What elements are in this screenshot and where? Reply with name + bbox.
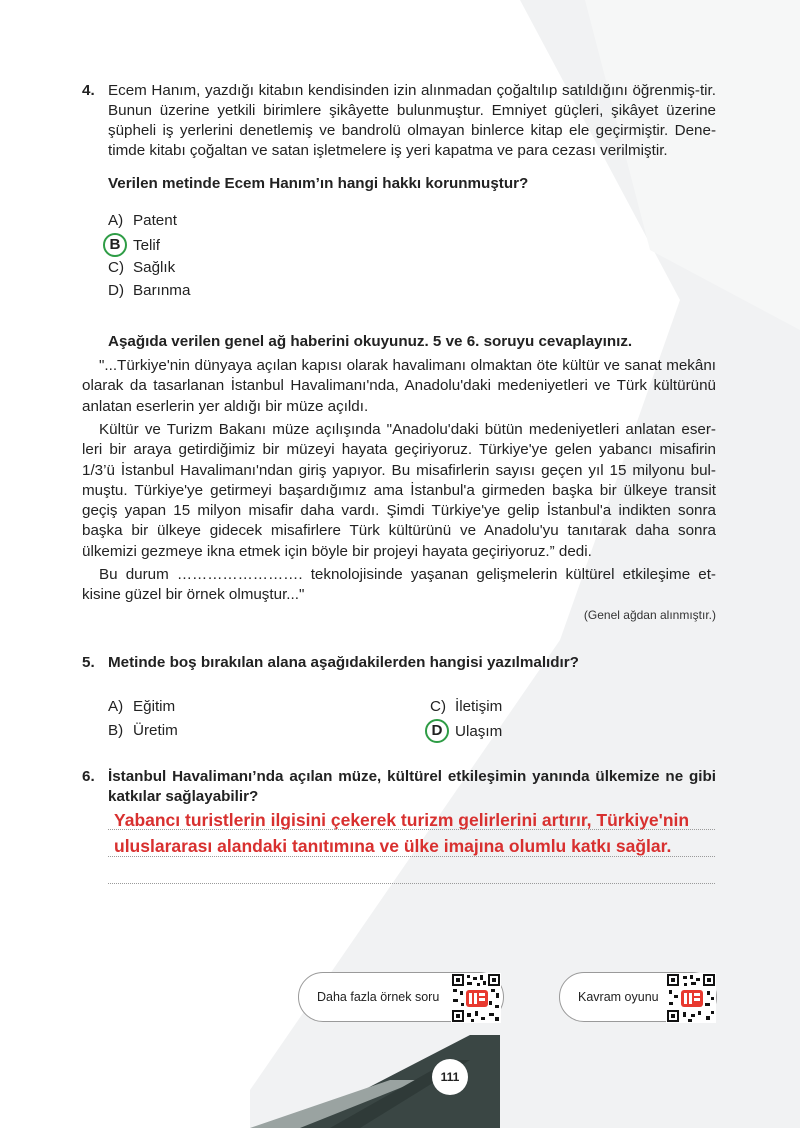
option-letter: B): [108, 722, 124, 739]
option-text: Patent: [133, 212, 177, 229]
passage-paragraph-2: Kültür ve Turizm Bakanı müze açılışında "Anadolu'daki bütün medeniyetleri anlatan eser-leri bir araya getirdiğimiz bir müzeyi hayata geçiriyoruz. Türkiye'ye gelen yabancı misafirin 1/3’ü İstanbul Havalimanı'ndan giriş yapıyor. Bu misafirlerin sayısı geçen yıl 15 milyonu bul-muştu. Türkiye'ye getirmeyi başardığımız ama İstanbul'a girmeden başka bir ülkeye transit geçiş yapan 15 milyon misafir daha vardı. Şimdi Türkiye'ye gelip İstanbul'a indikten sonra başka bir ülkeye gidecek misafirlere Türk kültürünü ve Anadolu'yu tanıtarak daha sonra ülkemizi gezmeye ikna etmek için böyle bir projeyi hayata geçiriyoruz.” dedi.: [82, 421, 716, 560]
question-5-number: 5.: [82, 654, 95, 671]
option-letter: A): [108, 698, 124, 715]
question-6-prompt: İstanbul Havalimanı’nda açılan müze, kültürel etkileşimin yanında ülkemize ne gibi katkılar sağlayabilir?: [108, 768, 716, 805]
more-examples-label: Daha fazla örnek soru: [317, 990, 440, 1004]
qr-code-icon: [451, 973, 501, 1023]
option-letter: A): [108, 212, 124, 229]
passage-instruction: Aşağıda verilen genel ağ haberini okuyunuz. 5 ve 6. soruyu cevaplayınız.: [108, 333, 633, 350]
option-text: Eğitim: [133, 698, 176, 715]
option-letter: D): [108, 282, 125, 299]
qr-code-icon: [666, 973, 716, 1023]
answer-mark-circle: D: [425, 719, 449, 743]
question-5-option-b[interactable]: [108, 721, 178, 741]
question-4-number: 4.: [82, 82, 95, 99]
passage-paragraph-3: Bu durum ……………………. teknolojisinde yaşanan gelişmelerin kültürel etkileşime et-kisine güzel bir örnek olmuştur...": [82, 566, 716, 604]
question-5-prompt: Metinde boş bırakılan alana aşağıdakilerden hangisi yazılmalıdır?: [108, 654, 579, 671]
passage-paragraph-1: "...Türkiye'nin dünyaya açılan kapısı olarak havalimanı olmaktan öte kültür ve sanat mekânı olarak da tasarlanan İstanbul Havalimanı'nda, Anadolu'daki medeniyetleri ve Türk kültürünü anlatan eserlerin yer aldığı bir müze açıldı.: [82, 357, 716, 415]
question-4-option-a[interactable]: [108, 211, 177, 231]
concept-game-label: Kavram oyunu: [578, 990, 659, 1004]
question-6-answer-line-2: uluslararası alandaki tanıtımına ve ülke imajına olumlu katkı sağlar.: [114, 836, 672, 856]
option-text: Telif: [133, 237, 161, 254]
passage-source: (Genel ağdan alınmıştır.): [583, 608, 716, 622]
answer-dotted-line-2: [108, 856, 715, 857]
page-number: 111: [432, 1059, 468, 1095]
option-text: İletişim: [455, 698, 503, 715]
answer-dotted-line-1: [108, 829, 715, 830]
question-4-prompt: Verilen metinde Ecem Hanım’ın hangi hakkı korunmuştur?: [108, 175, 529, 192]
question-5-option-a[interactable]: [108, 697, 175, 717]
question-4-option-b[interactable]: [108, 234, 160, 258]
question-5-option-d[interactable]: [430, 720, 502, 744]
option-text: Üretim: [133, 722, 178, 739]
answer-mark-circle: B: [103, 233, 127, 257]
question-4-option-d[interactable]: [108, 281, 190, 301]
option-letter: C): [430, 698, 447, 715]
option-text: Ulaşım: [455, 723, 503, 740]
concept-game-link[interactable]: [559, 972, 717, 1022]
option-text: Sağlık: [133, 259, 176, 276]
option-text: Barınma: [133, 282, 191, 299]
question-6-answer-line-1: Yabancı turistlerin ilgisini çekerek turizm gelirlerini artırır, Türkiye'nin: [114, 810, 690, 830]
question-5-option-c[interactable]: [430, 697, 502, 717]
question-4-text: Ecem Hanım, yazdığı kitabın kendisinden izin alınmadan çoğaltılıp satıldığını öğrenmiş-tir. Bunun üzerine yetkili birimlere şikâyette bulunmuştur. Emniyet güçleri, şikâyet üzerine şüpheli iş yerlerini denetlemiş ve bandrolü olmayan binlerce kitap ele geçirmiştir. Dene-timde kitabı çoğaltan ve satan işletmelere iş yeri kapatma ve para cezası verilmiştir.: [108, 82, 716, 159]
answer-dotted-line-3: [108, 883, 715, 884]
question-6-number: 6.: [82, 768, 95, 785]
question-4-option-c[interactable]: [108, 258, 175, 278]
more-examples-link[interactable]: [298, 972, 504, 1022]
option-letter: C): [108, 259, 125, 276]
